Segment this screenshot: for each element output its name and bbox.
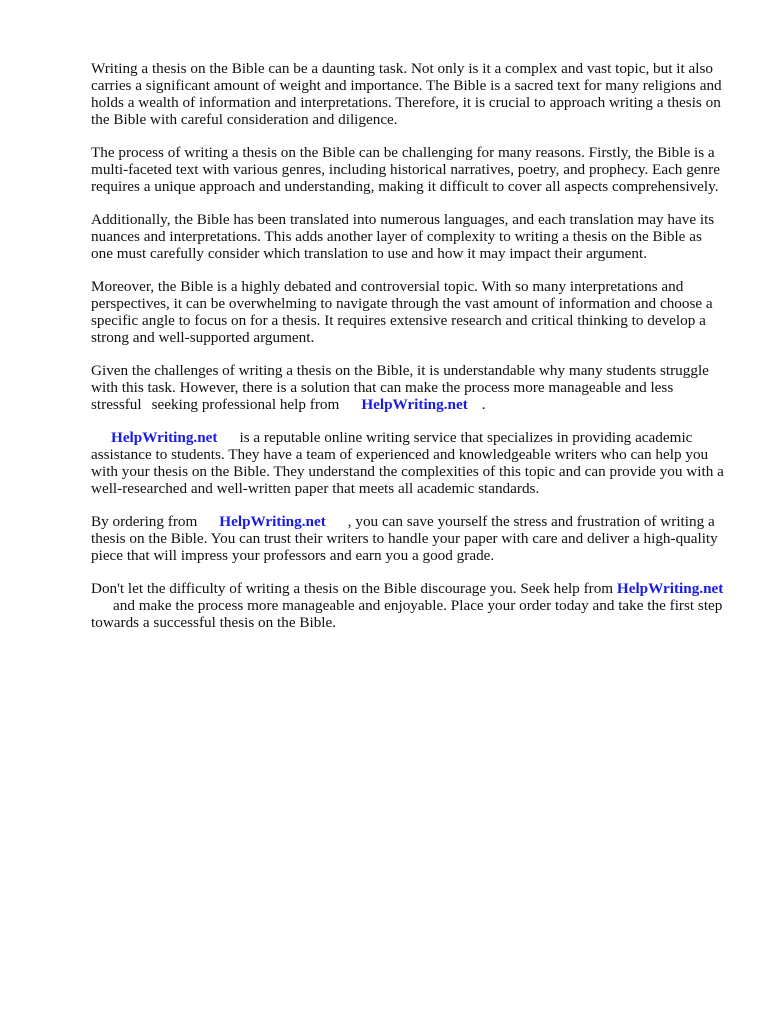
paragraph-closing-text: Don't let the difficulty of writing a thesis on the Bible discourage you. Seek help from bbox=[91, 580, 614, 597]
paragraph-solution bbox=[91, 362, 727, 413]
paragraph-service-text: is a reputable online writing service that specializes in providing academic assistance to students. They have a team of experienced and knowledgeable writers who can help you with your thesis on the Bible. They understand the complexities of this topic and can provide you with a well-researched and well-written paper that meets all academic standards. bbox=[91, 429, 724, 497]
paragraph-ordering-text: By ordering from bbox=[91, 513, 198, 530]
paragraph-translations: Additionally, the Bible has been translated into numerous languages, and each translation may have its nuances and interpretations. This adds another layer of complexity to writing a thesis on the Bible as one must carefully consider which translation to use and how it may impact their argument. bbox=[91, 211, 715, 262]
document-body bbox=[91, 60, 727, 647]
helpwriting-link-1[interactable]: HelpWriting.net bbox=[361, 396, 468, 413]
paragraph-intro: Writing a thesis on the Bible can be a daunting task. Not only is it a complex and vast topic, but it also carries a significant amount of weight and importance. The Bible is a sacred text for many religions and holds a wealth of information and interpretations. Therefore, it is crucial to approach writing a thesis on the Bible with careful consideration and diligence. bbox=[91, 60, 722, 128]
paragraph-closing bbox=[91, 580, 727, 631]
paragraph-service bbox=[91, 429, 727, 497]
paragraph-solution-text: Given the challenges of writing a thesis on the Bible, it is understandable why many students struggle with this task. However, there is a solution that can make the process more manageable and less stressful bbox=[91, 362, 709, 413]
paragraph-closing-text-2: and make the process more manageable and enjoyable. Place your order today and take the first step towards a successful thesis on the Bible. bbox=[91, 597, 723, 631]
helpwriting-link-3[interactable]: HelpWriting.net bbox=[219, 513, 326, 530]
paragraph-solution-text-2: seeking professional help from bbox=[151, 396, 340, 413]
paragraph-solution-period: . bbox=[481, 396, 486, 413]
helpwriting-link-4[interactable]: HelpWriting.net bbox=[616, 580, 724, 597]
paragraph-ordering bbox=[91, 513, 727, 564]
helpwriting-link-2[interactable]: HelpWriting.net bbox=[111, 429, 218, 446]
paragraph-challenges: The process of writing a thesis on the Bible can be challenging for many reasons. Firstly, the Bible is a multi-faceted text with various genres, including historical narratives, poetry, and prophecy. Each genre requires a unique approach and understanding, making it difficult to cover all aspects comprehensively. bbox=[91, 144, 720, 195]
paragraph-debate: Moreover, the Bible is a highly debated and controversial topic. With so many interpretations and perspectives, it can be overwhelming to navigate through the vast amount of information and choose a specific angle to focus on for a thesis. It requires extensive research and critical thinking to develop a strong and well-supported argument. bbox=[91, 278, 713, 346]
paragraph-ordering-text-2: , you can save yourself the stress and frustration of writing a thesis on the Bible. You can trust their writers to handle your paper with care and deliver a high-quality piece that will impress your professors and earn you a good grade. bbox=[91, 513, 718, 564]
